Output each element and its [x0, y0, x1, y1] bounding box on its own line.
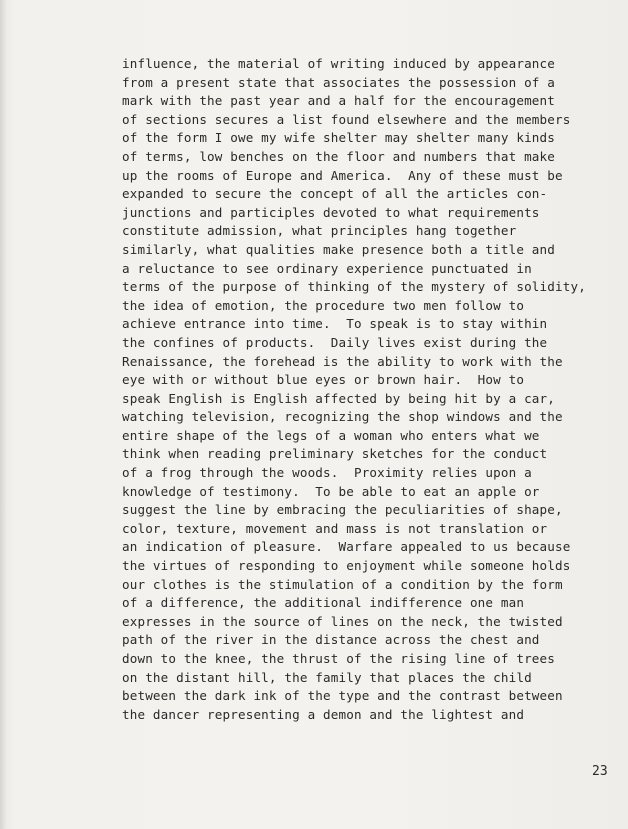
text-line: achieve entrance into time. To speak is to stay within — [122, 316, 548, 332]
text-line: the idea of emotion, the procedure two men follow to — [122, 297, 525, 313]
text-line: watching television, recognizing the shop windows and the — [122, 409, 563, 425]
text-line: knowledge of testimony. To be able to eat an apple or — [122, 483, 540, 499]
text-line: color, texture, movement and mass is not translation or — [122, 520, 548, 536]
body-text — [122, 55, 592, 724]
text-line: between the dark ink of the type and the contrast between — [122, 688, 563, 704]
text-line: of the form I owe my wife shelter may shelter many kinds — [122, 130, 555, 146]
text-line: of a difference, the additional indifference one man — [122, 595, 525, 611]
page-gutter-shadow — [0, 0, 6, 829]
text-line: suggest the line by embracing the peculiarities of shape, — [122, 502, 563, 518]
text-line: of terms, low benches on the floor and numbers that make — [122, 148, 555, 164]
text-line: mark with the past year and a half for the encouragement — [122, 93, 555, 109]
text-line: our clothes is the stimulation of a condition by the form — [122, 576, 563, 592]
text-line: of sections secures a list found elsewhere and the members — [122, 111, 571, 127]
text-line: the virtues of responding to enjoyment while someone holds — [122, 558, 571, 574]
text-line: on the distant hill, the family that places the child — [122, 669, 532, 685]
text-line: influence, the material of writing induced by appearance — [122, 56, 555, 71]
text-line: path of the river in the distance across the chest and — [122, 632, 540, 648]
text-line: expanded to secure the concept of all the articles con- — [122, 186, 548, 202]
text-line: eye with or without blue eyes or brown hair. How to — [122, 372, 525, 388]
text-line: the confines of products. Daily lives exist during the — [122, 334, 548, 350]
text-line: similarly, what qualities make presence both a title and — [122, 241, 555, 257]
text-line: up the rooms of Europe and America. Any of these must be — [122, 167, 563, 183]
text-line: a reluctance to see ordinary experience punctuated in — [122, 260, 532, 276]
text-line: junctions and participles devoted to what requirements — [122, 204, 540, 220]
text-line: speak English is English affected by being hit by a car, — [122, 390, 555, 406]
page-number: 23 — [592, 764, 608, 779]
text-line: constitute admission, what principles hang together — [122, 223, 517, 239]
text-line: an indication of pleasure. Warfare appealed to us because — [122, 539, 571, 555]
text-line: from a present state that associates the possession of a — [122, 74, 555, 90]
text-line: terms of the purpose of thinking of the mystery of solidity, — [122, 279, 586, 295]
text-line: entire shape of the legs of a woman who enters what we — [122, 427, 540, 443]
text-line: Renaissance, the forehead is the ability to work with the — [122, 353, 563, 369]
text-line: the dancer representing a demon and the lightest and — [122, 706, 525, 722]
text-line: expresses in the source of lines on the neck, the twisted — [122, 613, 563, 629]
text-line: down to the knee, the thrust of the rising line of trees — [122, 651, 555, 666]
text-line: think when reading preliminary sketches for the conduct — [122, 446, 548, 462]
text-line: of a frog through the woods. Proximity relies upon a — [122, 465, 532, 481]
